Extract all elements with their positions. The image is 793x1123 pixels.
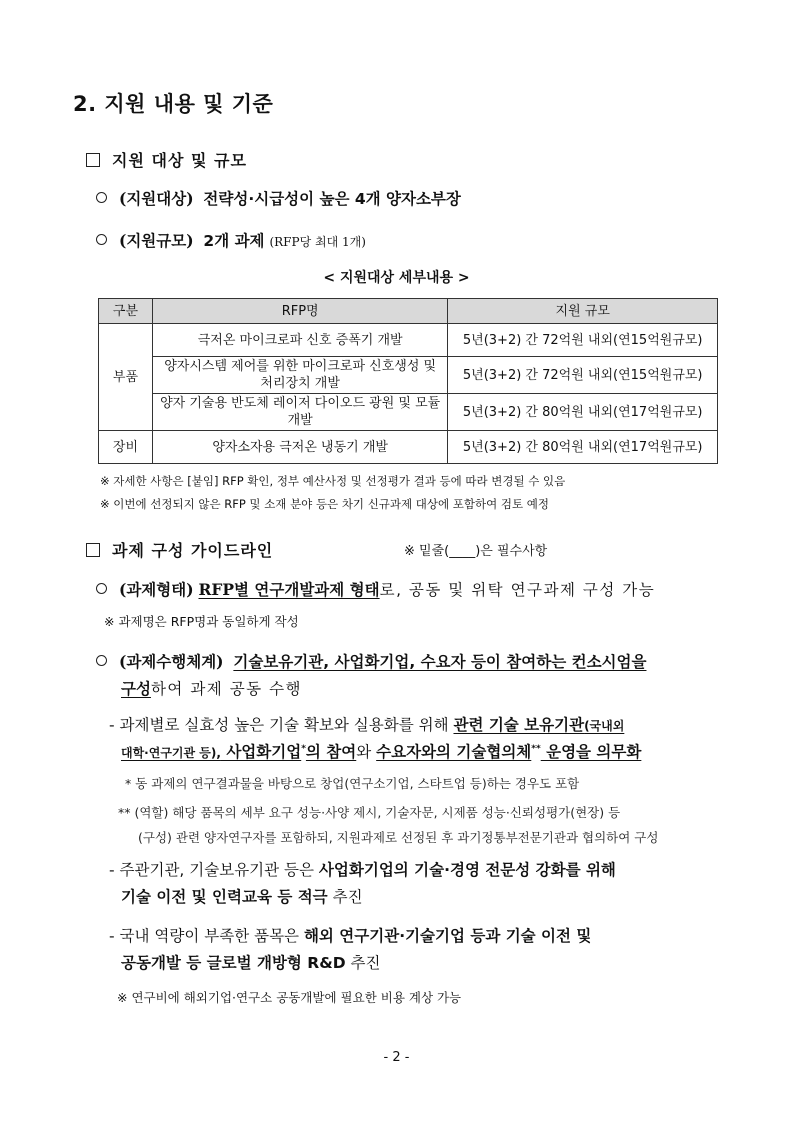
square-bullet-icon: [86, 543, 100, 557]
category-cell: 부품: [99, 324, 153, 431]
square-bullet-icon: [86, 153, 100, 167]
dash-item-global-rnd: - 국내 역량이 부족한 품목은 해외 연구기관·기술기업 등과 기술 이전 및: [109, 927, 592, 945]
scale-cell: 5년(3+2) 간 80억원 내외(연17억원규모): [448, 431, 718, 464]
form-note: ※ 과제명은 RFP명과 동일하게 작성: [104, 614, 299, 629]
table-row: [99, 324, 718, 357]
footnote-startup: * 동 과제의 연구결과물을 바탕으로 창업(연구소기업, 스타트업 등)하는 경우도 포함: [125, 776, 580, 791]
category-cell: 장비: [99, 431, 153, 464]
execution-continued: 구성하여 과제 공동 수행: [121, 680, 303, 698]
rfp-cell: 양자소자용 극저온 냉동기 개발: [152, 431, 447, 464]
table-header-scale: 지원 규모: [448, 299, 718, 324]
bullet-support-target: (지원대상) 전략성·시급성이 높은 4개 양자소부장: [96, 187, 461, 209]
footnote-composition: (구성) 관련 양자연구자를 포함하되, 지원과제로 선정된 후 과기정통부전문기관과 협의하여 구성: [138, 830, 659, 845]
table-caption: < 지원대상 세부내용 >: [323, 270, 470, 286]
section-heading: 2. 지원 내용 및 기준: [73, 92, 274, 116]
circle-bullet-icon: [96, 234, 107, 245]
page-number: - 2 -: [383, 1050, 410, 1065]
underline-note: ※ 밑줄(____)은 필수사항: [404, 544, 548, 559]
footnote-role: ** (역할) 해당 품목의 세부 요구 성능·사양 제시, 기술자문, 시제품 성능·신뢰성평가(현장) 등: [118, 805, 621, 820]
table-note: ※ 이번에 선정되지 않은 RFP 및 소재 분야 등은 차기 신규과제 대상에 포함하여 검토 예정: [100, 497, 549, 511]
table-row: [99, 394, 718, 431]
rfp-cell: 양자시스템 제어를 위한 마이크로파 신호생성 및 처리장치 개발: [152, 357, 447, 394]
tech-transfer-continued: 기술 이전 및 인력교육 등 적극 추진: [121, 888, 363, 906]
scale-cell: 5년(3+2) 간 80억원 내외(연17억원규모): [448, 394, 718, 431]
table-row: [99, 357, 718, 394]
rfp-cell: 극저온 마이크로파 신호 증폭기 개발: [152, 324, 447, 357]
support-table: [98, 298, 718, 464]
table-note: ※ 자세한 사항은 [붙임] RFP 확인, 정부 예산사정 및 선정평가 결과 등에 따라 변경될 수 있음: [100, 474, 566, 488]
bullet-project-form: (과제형태) RFP별 연구개발과제 형태로, 공동 및 위탁 연구과제 구성 가능: [96, 578, 655, 600]
circle-bullet-icon: [96, 583, 107, 594]
global-rnd-continued: 공동개발 등 글로벌 개방형 R&D 추진: [121, 954, 381, 972]
dash-item-obligation: - 과제별로 실효성 높은 기술 확보와 실용화를 위해 관련 기술 보유기관(국내외: [109, 716, 625, 734]
bullet-support-scale: (지원규모) 2개 과제 (RFP당 최대 1개): [96, 229, 366, 251]
scale-cell: 5년(3+2) 간 72억원 내외(연15억원규모): [448, 324, 718, 357]
rfp-cell: 양자 기술용 반도체 레이저 다이오드 광원 및 모듈 개발: [152, 394, 447, 431]
subsection-title-support: 지원 대상 및 규모: [86, 148, 247, 171]
bullet-project-execution: (과제수행체계) 기술보유기관, 사업화기업, 수요자 등이 참여하는 컨소시엄을: [96, 650, 646, 672]
circle-bullet-icon: [96, 655, 107, 666]
obligation-continued: 대학·연구기관 등), 사업화기업*의 참여와 수요자와의 기술협의체** 운영을 의무화: [121, 743, 642, 761]
cost-note: ※ 연구비에 해외기업·연구소 공동개발에 필요한 비용 계상 가능: [117, 990, 462, 1005]
subsection-title-guideline: 과제 구성 가이드라인: [86, 538, 273, 561]
circle-bullet-icon: [96, 192, 107, 203]
dash-item-tech-transfer: - 주관기관, 기술보유기관 등은 사업화기업의 기술·경영 전문성 강화를 위해: [109, 861, 616, 879]
table-header-rfp: RFP명: [152, 299, 447, 324]
scale-cell: 5년(3+2) 간 72억원 내외(연15억원규모): [448, 357, 718, 394]
table-row: [99, 431, 718, 464]
table-header-category: 구분: [99, 299, 153, 324]
